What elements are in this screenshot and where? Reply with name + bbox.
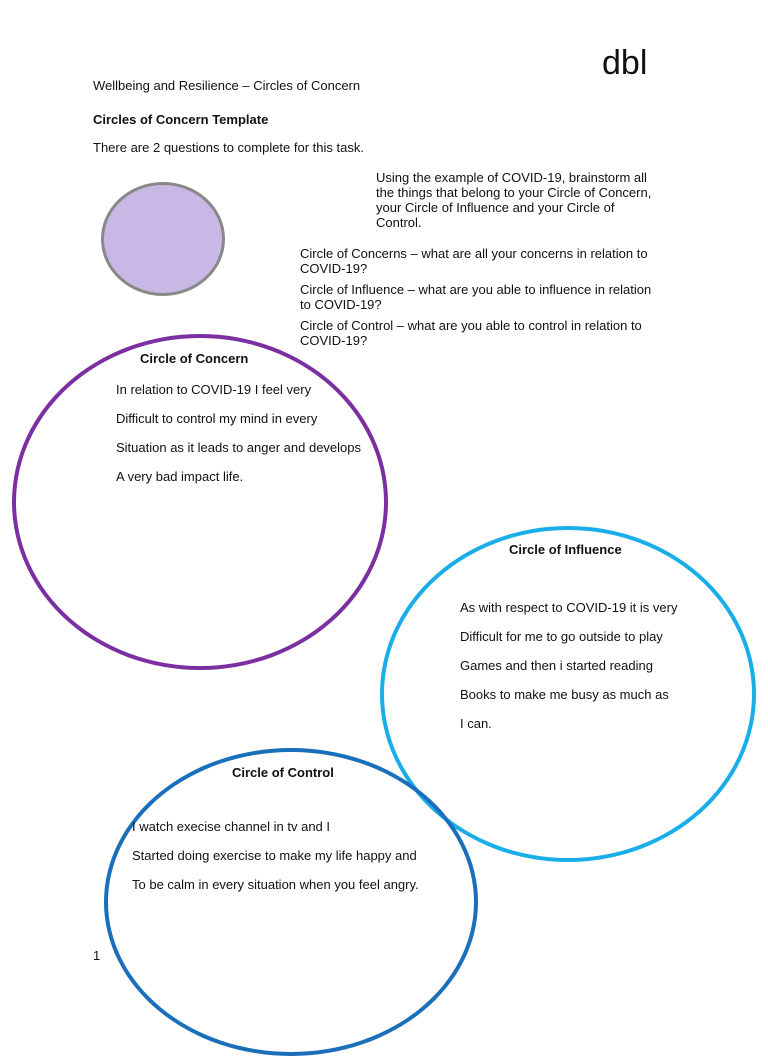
control-text: I watch execise channel in tv and I Started doing exercise to make my life happy and To be calm in every situation when you feel angry. [132,819,419,892]
title: Circles of Concern Template [93,112,269,127]
control-title: Circle of Control [232,765,334,780]
question-b: Circle of Influence – what are you able to influence in relation to COVID-19? [300,282,652,312]
header: Wellbeing and Resilience – Circles of Concern [93,78,361,93]
question-1: Using the example of COVID-19, brainstorm all the things that belong to your Circle of Concern, your Circle of Influence and your Circle of Control. [376,170,652,230]
influence-text: As with respect to COVID-19 it is very Difficult for me to go outside to play Games and then i started reading Books to make me busy as much as I can. [460,600,678,731]
question-c: Circle of Control – what are you able to control in relation to COVID-19? [300,318,642,348]
question-a: Circle of Concerns – what are all your concerns in relation to COVID-19? [300,246,648,276]
logo: dbl [602,44,648,82]
influence-title: Circle of Influence [509,542,622,557]
page-number: 1 [93,948,101,963]
intro: There are 2 questions to complete for this task. [93,140,364,155]
concern-title: Circle of Concern [140,351,249,366]
concern-text: In relation to COVID-19 I feel very Difficult to control my mind in every Situation as it leads to anger and develops A very bad impact life. [116,382,362,484]
circles-diagram [101,182,225,296]
